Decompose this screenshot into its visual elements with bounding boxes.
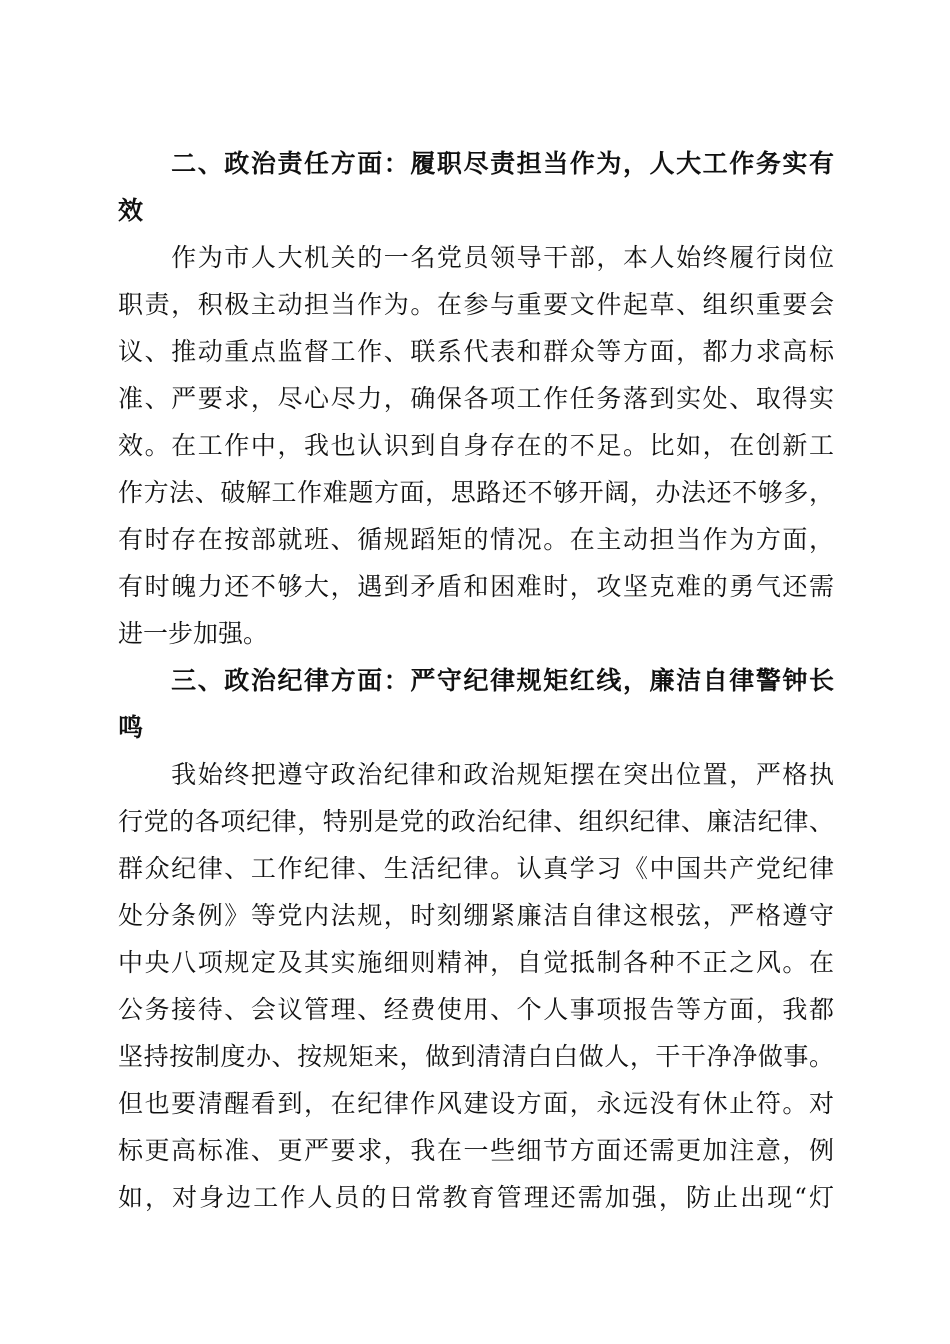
paragraph-line: 处分条例》等党内法规，时刻绷紧廉洁自律这根弦，严格遵守 — [118, 901, 834, 930]
paragraph-line: 中央八项规定及其实施细则精神，自觉抵制各种不正之风。在 — [118, 948, 834, 977]
paragraph-line: 有时存在按部就班、循规蹈矩的情况。在主动担当作为方面， — [118, 525, 834, 554]
paragraph-line: 议、推动重点监督工作、联系代表和群众等方面，都力求高标 — [118, 337, 834, 366]
paragraph-line: 群众纪律、工作纪律、生活纪律。认真学习《中国共产党纪律 — [118, 854, 834, 883]
paragraph-line: 作为市人大机关的一名党员领导干部，本人始终履行岗位 — [118, 243, 834, 272]
heading-line: 二、政治责任方面：履职尽责担当作为，人大工作务实有 — [118, 149, 834, 178]
paragraph-line: 我始终把遵守政治纪律和政治规矩摆在突出位置，严格执 — [118, 760, 834, 789]
heading-line: 三、政治纪律方面：严守纪律规矩红线，廉洁自律警钟长 — [118, 666, 834, 695]
paragraph-line: 进一步加强。 — [118, 619, 269, 648]
paragraph-line: 标更高标准、更严要求，我在一些细节方面还需更加注意，例 — [118, 1136, 834, 1165]
paragraph-line: 公务接待、会议管理、经费使用、个人事项报告等方面，我都 — [118, 995, 834, 1024]
heading-line: 鸣 — [118, 713, 144, 742]
section-heading-political-discipline — [118, 657, 834, 751]
section-paragraph-political-responsibility — [118, 234, 834, 657]
section-heading-political-responsibility — [118, 140, 834, 234]
paragraph-line: 但也要清醒看到，在纪律作风建设方面，永远没有休止符。对 — [118, 1089, 834, 1118]
paragraph-line: 如，对身边工作人员的日常教育管理还需加强，防止出现“灯 — [118, 1183, 834, 1212]
heading-line: 效 — [118, 196, 144, 225]
paragraph-line: 职责，积极主动担当作为。在参与重要文件起草、组织重要会 — [118, 290, 834, 319]
paragraph-line: 效。在工作中，我也认识到自身存在的不足。比如，在创新工 — [118, 431, 834, 460]
paragraph-line: 行党的各项纪律，特别是党的政治纪律、组织纪律、廉洁纪律、 — [118, 807, 834, 836]
document-page — [118, 140, 834, 1221]
section-paragraph-political-discipline — [118, 751, 834, 1221]
paragraph-line: 准、严要求，尽心尽力，确保各项工作任务落到实处、取得实 — [118, 384, 834, 413]
paragraph-line: 坚持按制度办、按规矩来，做到清清白白做人，干干净净做事。 — [118, 1042, 834, 1071]
paragraph-line: 有时魄力还不够大，遇到矛盾和困难时，攻坚克难的勇气还需 — [118, 572, 834, 601]
paragraph-line: 作方法、破解工作难题方面，思路还不够开阔，办法还不够多， — [118, 478, 834, 507]
